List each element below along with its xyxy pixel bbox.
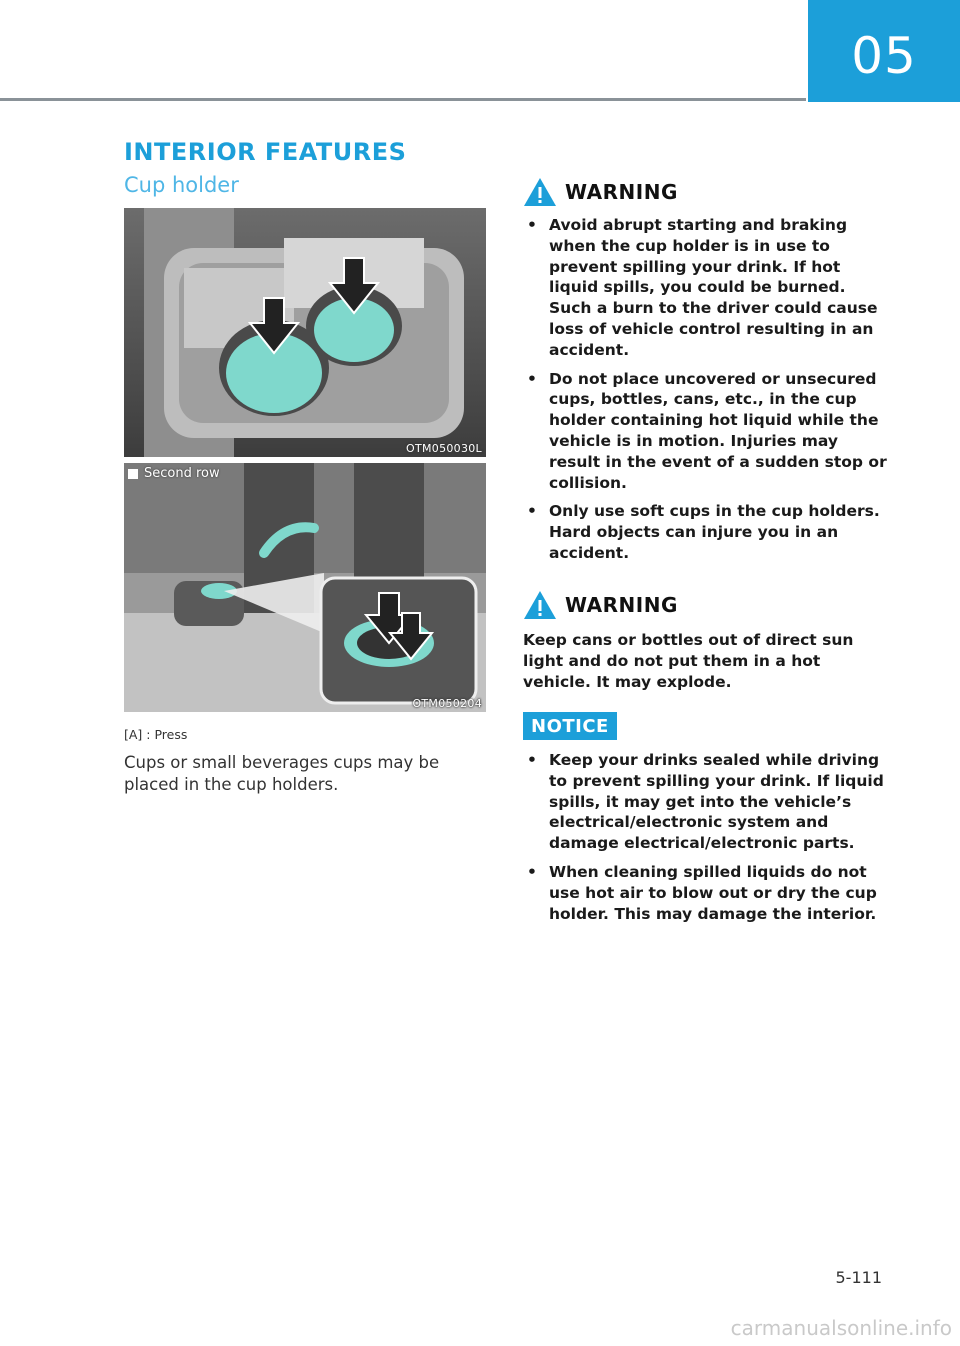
warning-title: WARNING xyxy=(565,593,678,617)
list-item: • Avoid abrupt starting and braking when the cup holder is in use to prevent spilling your drink. If hot liquid spills, you could be burned. Such a burn to the driver could cause loss of vehicle control resulting in an accident. xyxy=(523,215,893,361)
figure-second-row-cup-holder xyxy=(124,463,486,712)
list-item: • Only use soft cups in the cup holders. Hard objects can injure you in an accident. xyxy=(523,501,893,563)
chapter-tab: 05 xyxy=(808,0,960,102)
figure-code: OTM050204 xyxy=(412,697,482,710)
warning-block-2 xyxy=(523,588,893,692)
warning-list xyxy=(523,215,893,564)
figure-code: OTM050030L xyxy=(406,442,482,455)
notice-block xyxy=(523,712,893,932)
figure-caption-label: Second row xyxy=(144,466,220,481)
square-bullet-icon xyxy=(128,469,138,479)
header-rule xyxy=(0,98,806,101)
warning-triangle-icon xyxy=(523,176,557,208)
warning-text: Keep cans or bottles out of direct sun light and do not put them in a hot vehicle. It may explode. xyxy=(523,631,854,691)
console-illustration xyxy=(124,208,486,457)
list-item: • Keep your drinks sealed while driving to prevent spilling your drink. If liquid spills, it may get into the vehicle’s electrical/electronic system and damage electrical/electronic parts. xyxy=(523,750,893,854)
body-paragraph: Cups or small beverages cups may be placed in the cup holders. xyxy=(124,753,440,794)
page-number: 5-111 xyxy=(835,1268,882,1287)
list-item: • Do not place uncovered or unsecured cups, bottles, cans, etc., in the cup holder containing hot liquid while the vehicle is in motion. Injuries may result in the event of a sudden stop or collision. xyxy=(523,369,893,494)
figure-caption-second-row xyxy=(128,466,220,481)
notice-badge: NOTICE xyxy=(523,712,617,740)
list-item: • When cleaning spilled liquids do not use hot air to blow out or dry the cup holder. This may damage the interior. xyxy=(523,862,893,924)
figure-note: [A] : Press xyxy=(124,727,188,742)
warning-triangle-icon xyxy=(523,589,557,621)
subsection-title: Cup holder xyxy=(124,173,239,197)
section-title: INTERIOR FEATURES xyxy=(124,138,407,166)
figure-front-cup-holder xyxy=(124,208,486,457)
notice-list xyxy=(523,750,893,924)
armrest-illustration xyxy=(124,463,486,712)
warning-header xyxy=(523,175,893,209)
warning-title: WARNING xyxy=(565,180,678,204)
watermark: carmanualsonline.info xyxy=(730,1316,952,1340)
warning-header xyxy=(523,588,893,622)
warning-block-1 xyxy=(523,175,893,572)
